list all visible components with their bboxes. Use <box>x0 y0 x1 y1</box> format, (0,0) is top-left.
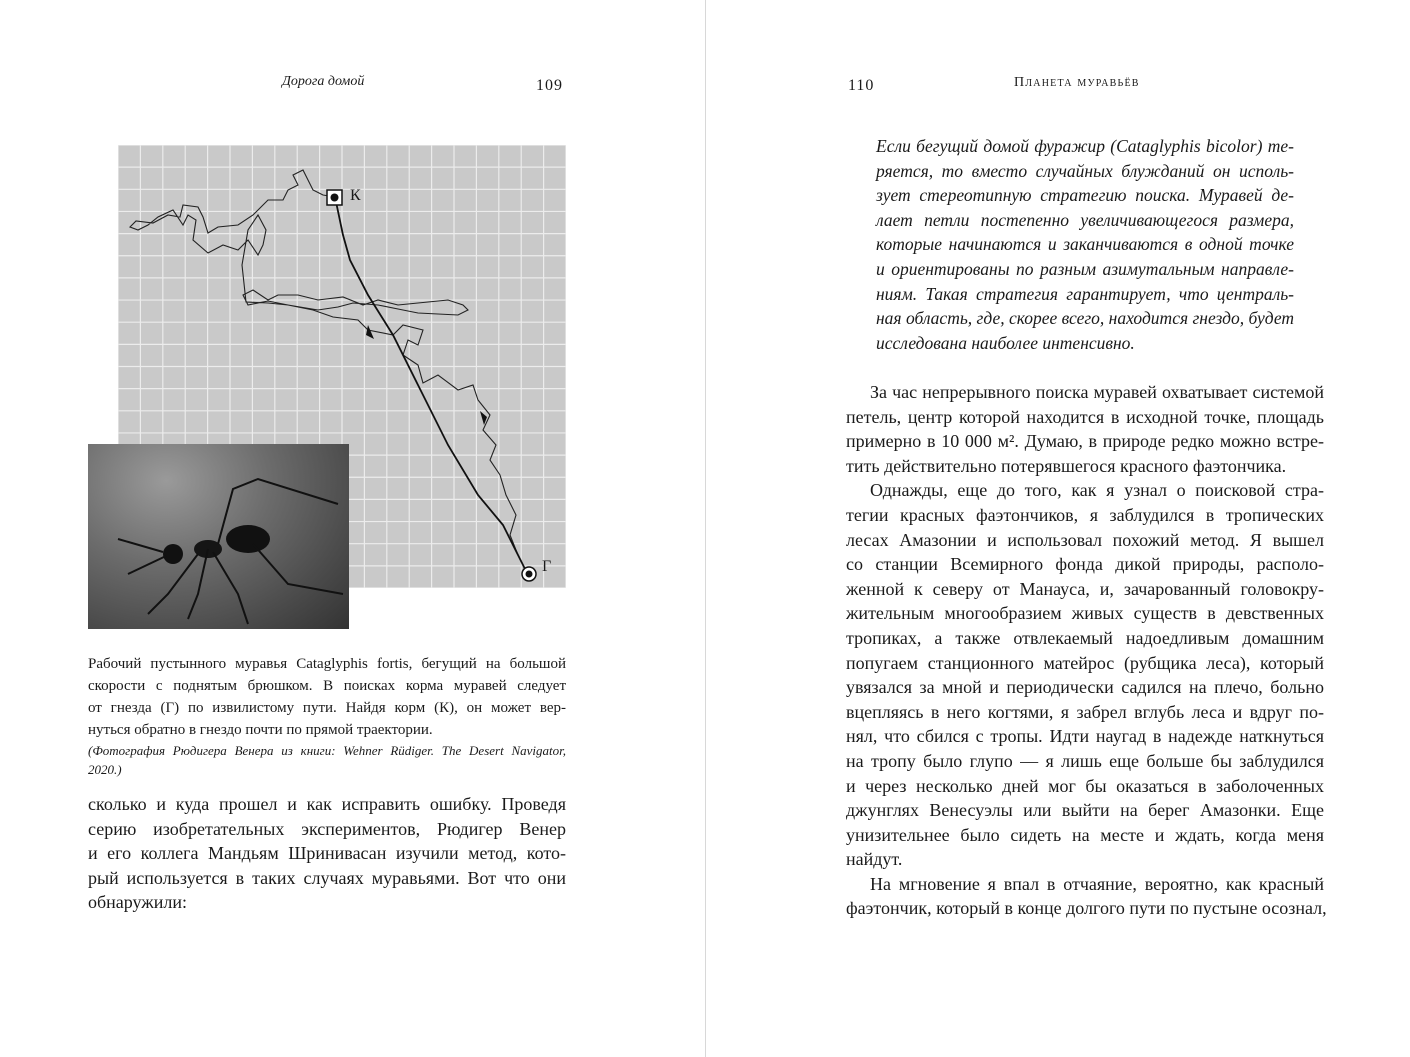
text-line: и через несколько дней мог бы оказаться в заболоченных <box>846 775 1324 796</box>
quote-line: которые начинаются и заканчиваются в одной точке <box>876 234 1294 255</box>
page-number: 110 <box>848 77 875 94</box>
figure-caption <box>88 653 566 779</box>
text-line: найдут. <box>846 849 903 870</box>
caption-line: нуться обратно в гнездо почти по прямой траектории. <box>88 722 433 738</box>
text-line: женной к северу от Манауса, и, зачарованный головокру- <box>846 578 1324 599</box>
text-line: примерно в 10 000 м². Думаю, в природе редко можно встре- <box>846 431 1324 452</box>
photo-credit: 2020.) <box>88 762 122 777</box>
quote-line: исследована наиболее интенсивно. <box>876 332 1135 353</box>
text-line: и его коллега Мандьям Шринивасан изучили метод, кото- <box>88 843 566 864</box>
text-line: фаэтончик, который в конце долгого пути по пустыне осознал, <box>846 898 1327 919</box>
text-line: увязался за мной и периодически садился на плечо, больно <box>846 677 1324 698</box>
running-head: Дорога домой <box>282 74 365 89</box>
text-line: На мгновение я впал в отчаяние, вероятно, как красный <box>870 873 1324 894</box>
quote-line: и ориентированы по разным азимутальным направле- <box>876 258 1294 279</box>
text-line: Однажды, еще до того, как я узнал о поисковой стра- <box>870 480 1324 501</box>
text-line: сколько и куда прошел и как исправить ошибку. Проведя <box>88 794 566 814</box>
ant-photo <box>88 444 349 629</box>
text-line: серию изобретательных экспериментов, Рюдигер Венер <box>88 818 566 839</box>
text-line: тегии красных фаэтончиков, я заблудился в тропических <box>846 504 1324 525</box>
text-line: вцепляясь в него когтями, я забрел вглубь леса и вдруг по- <box>846 701 1324 722</box>
text-line: рый используется в таких случаях муравьями. Вот что они <box>88 867 566 888</box>
ant-icon <box>88 444 349 629</box>
text-line: обнаружили: <box>88 892 187 913</box>
nest-label: Г <box>542 558 552 575</box>
caption-line: Рабочий пустынного муравья Cataglyphis fortis, бегущий на большой <box>88 656 566 672</box>
body-text <box>846 380 1327 921</box>
quote-line: Если бегущий домой фуражир (Cataglyphis bicolor) те- <box>876 136 1294 156</box>
text-line: со станции Всемирного фонда дикой природы, располо- <box>846 554 1324 575</box>
text-line: За час непрерывного поиска муравей охватывает системой <box>870 382 1324 402</box>
text-line: лесах Амазонии и использовал похожий метод. Я вышел <box>846 529 1324 550</box>
text-line: нял, что сбился с тропы. Идти наугад в надежде наткнуться <box>846 726 1324 747</box>
quote-line: ниям. Такая стратегия гарантирует, что централь- <box>876 283 1294 304</box>
quote-line: ная область, где, скорее всего, находится гнездо, будет <box>876 308 1294 329</box>
text-line: тить действительно потерявшегося красного фаэтончика. <box>846 455 1287 476</box>
text-line: петель, центр которой находится в исходной точке, площадь <box>846 406 1324 427</box>
quote-line: зует стереотипную стратегию поиска. Муравей де- <box>876 185 1294 206</box>
body-text <box>88 792 566 915</box>
photo-credit: (Фотография Рюдигера Венера из книги: Wehner Rüdiger. The Desert Navigator, <box>88 743 566 758</box>
quote-line: лает петли постепенно увеличивающегося размера, <box>876 209 1294 230</box>
text-line: жительным многообразием живых существ в девственных <box>846 603 1324 624</box>
caption-line: скорости с поднятым брюшком. В поисках корма муравей следует <box>88 678 566 694</box>
caption-line: от гнезда (Г) по извилистому пути. Найдя корм (К), он может вер- <box>88 700 566 716</box>
page-number: 109 <box>536 77 563 94</box>
text-line: унизительнее было сидеть на месте и ждать, когда меня <box>846 824 1324 845</box>
running-head: Планета муравьёв <box>1014 75 1140 90</box>
quote-block <box>876 134 1294 355</box>
text-line: на тропу было глупо — я лишь еще больше бы заблудился <box>846 750 1324 771</box>
quote-line: ряется, то вместо случайных блужданий он исполь- <box>876 160 1294 181</box>
right-page <box>706 0 1410 1057</box>
food-label: К <box>350 187 361 204</box>
text-line: попугаем станционного матейрос (рубщика леса), который <box>846 652 1324 673</box>
text-line: джунглях Венесуэлы или выйти на берег Амазонки. Еще <box>846 800 1324 821</box>
text-line: тропиках, а также отвлекаемый надоедливым домашним <box>846 627 1324 648</box>
